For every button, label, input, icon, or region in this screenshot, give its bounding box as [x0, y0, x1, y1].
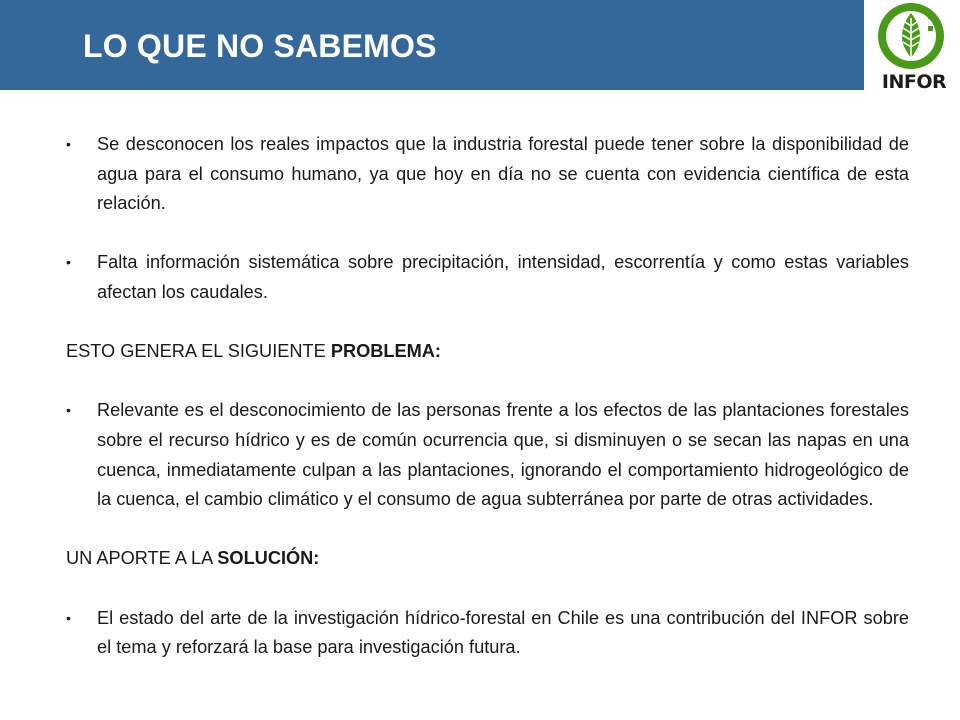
- logo-wordmark: INFOR: [881, 71, 947, 93]
- title-bar: [0, 0, 864, 90]
- bullet-text: Falta información sistemática sobre precipitación, intensidad, escorrentía y como estas variables afectan los caudales.: [97, 252, 909, 302]
- heading-bold: PROBLEMA:: [330, 341, 441, 362]
- spacer: [66, 515, 909, 545]
- heading-bold: SOLUCIÓN:: [217, 548, 320, 569]
- section-heading-problema: [66, 337, 909, 367]
- spacer: [66, 219, 909, 249]
- heading-prefix: UN APORTE A LA: [66, 548, 218, 569]
- bullet-text: Se desconocen los reales impactos que la industria forestal puede tener sobre la disponibilidad de agua para el consumo humano, ya que hoy en día no se cuenta con evidencia científica de esta relación.: [97, 134, 909, 214]
- slide-title: LO QUE NO SABEMOS: [83, 28, 437, 64]
- spacer: [66, 574, 909, 604]
- leaf-emblem-icon: [866, 0, 960, 72]
- bullet-text: Relevante es el desconocimiento de las personas frente a los efectos de las plantaciones forestales sobre el recurso hídrico y es de común ocurrencia que, si disminuyen o se secan las napas en una cuenca, inmediatamente culpan a las plantaciones, ignorando el comportamiento hidrogeológico de la cuenca, el cambio climático y el consumo de agua subterránea por parte de otras actividades.: [97, 400, 909, 510]
- bullet-item: [66, 604, 909, 663]
- bullet-icon: •: [66, 609, 71, 626]
- bullet-text: El estado del arte de la investigación hídrico-forestal en Chile es una contribución del INFOR sobre el tema y reforzará la base para investigación futura.: [97, 607, 909, 658]
- bullet-icon: •: [66, 402, 71, 419]
- bullet-icon: •: [66, 254, 71, 271]
- section-heading-solucion: [66, 544, 909, 574]
- slide-body: [66, 130, 909, 663]
- infor-logo: [866, 0, 960, 98]
- spacer: [66, 308, 909, 338]
- bullet-item: [66, 396, 909, 514]
- bullet-item: [66, 248, 909, 307]
- heading-prefix: ESTO GENERA EL SIGUIENTE: [66, 341, 331, 362]
- bullet-item: [66, 130, 909, 219]
- spacer: [66, 367, 909, 397]
- bullet-icon: •: [66, 136, 71, 152]
